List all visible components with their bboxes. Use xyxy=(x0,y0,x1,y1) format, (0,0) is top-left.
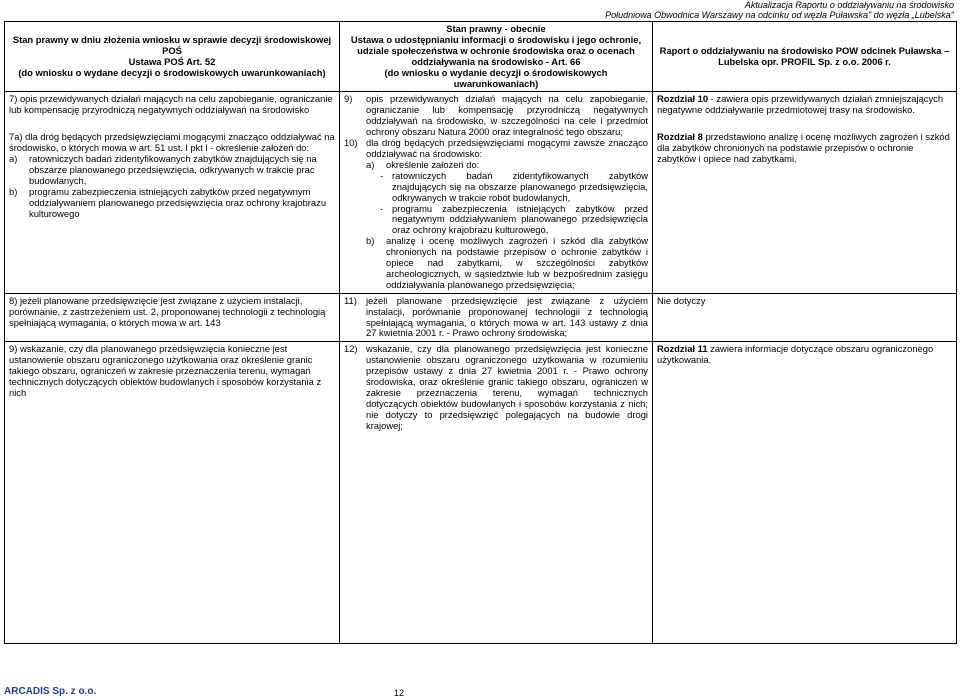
comparison-table xyxy=(4,21,957,644)
col2-header: Stan prawny - obecnie Ustawa o udostępnianiu informacji o środowisku i jego ochronie, udziale społeczeństwa w ochronie środowiska oraz o ocenach oddziaływania na środowisko - Art. 66 (do wniosku o wydanie decyzji o środowiskowych uwarunkowaniach) xyxy=(340,22,653,92)
table-row xyxy=(5,92,957,293)
footer-company: ARCADIS Sp. z o.o. xyxy=(4,686,97,697)
row7-col3: Rozdział 10 - zawiera opis przewidywanych działań zmniejszających negatywne oddziaływanie przedmiotowej trasy na środowisko. Rozdział 8 przedstawiono analizę i ocenę możliwych zagrożeń i szkód dla zabytków chronionych na podstawie przepisów o ochronie zabytków i opiece nad zabytkami. xyxy=(653,92,957,293)
page-number: 12 xyxy=(394,688,405,698)
row9-col3: Rozdział 11 zawiera informacje dotyczące obszaru ograniczonego użytkowania. xyxy=(653,342,957,644)
row8-col3: Nie dotyczy xyxy=(653,293,957,342)
col1-header: Stan prawny w dniu złożenia wniosku w sprawie decyzji środowiskowej POŚ Ustawa POŚ Art. 52 (do wniosku o wydane decyzji o środowiskowych uwarunkowaniach) xyxy=(5,22,340,92)
table-header-row xyxy=(5,22,957,92)
row7-col2: 9) opis przewidywanych działań mających na celu zapobieganie, ograniczanie lub kompensację przyrodniczą negatywnych oddziaływań na środowisko, w szczególności na cele i przedmiot ochrony obszaru Natura 2000 oraz integralność tego obszaru; 10) dla dróg będących przedsięwzięciami mogącymi zawsze znacząco oddziaływać na środowisko: a) określenie założeń do: - ratowniczych badań zidentyfikowanych zabytków znajdujących się na obszarze planowanego przedsięwzięcia, odkrywanych w trakcie robót budowlanych, - programu zabezpieczenia istniejących zabytków przed negatywnym oddziaływaniem planowanego przedsięwzięcia oraz ochrony krajobrazu kulturowego, b) analizę i ocenę możliwych zagrożeń i szkód dla zabytków chronionych na podstawie przepisów o ochronie zabytków i opiece nad zabytkami, w szczególności zabytków archeologicznych, w sąsiedztwie lub w bezpośrednim zasięgu oddziaływania planowanego przedsięwzięcia; xyxy=(340,92,653,293)
table-row xyxy=(5,293,957,342)
row7-col1: 7) opis przewidywanych działań mających na celu zapobieganie, ograniczanie lub kompensację przyrodniczą negatywnych oddziaływań na środowisko 7a) dla dróg będących przedsięwzięciami mogącymi znacząco oddziaływać na środowisko, o których mowa w art. 51 ust. l pkt l - określenie założeń do: a) ratowniczych badań zidentyfikowanych zabytków znajdujących się na obszarze planowanego przedsięwzięcia, odkrywanych w trakcie prac budowlanych, b) programu zabezpieczenia istniejących zabytków przed negatywnym oddziaływaniem planowanego przedsięwzięcia oraz ochrony krajobrazu kulturowego xyxy=(5,92,340,293)
row8-col2: 11) jeżeli planowane przedsięwzięcie jest związane z użyciem instalacji, porównanie proponowanej technologii z technologią spełniającą wymagania, o których mowa w art. 143 ustawy z dnia 27 kwietnia 2001 r. - Prawo ochrony środowiska; xyxy=(340,293,653,342)
col3-header: Raport o oddziaływaniu na środowisko POW odcinek Puławska – Lubelska opr. PROFIL Sp. z o.o. 2006 r. xyxy=(653,22,957,92)
table-row xyxy=(5,342,957,644)
header-line-2: Południowa Obwodnica Warszawy na odcinku od węzła Puławska" do węzła „Lubelska" xyxy=(605,10,954,20)
row9-col2: 12) wskazanie, czy dla planowanego przedsięwzięcia jest konieczne ustanowienie obszaru ograniczonego użytkowania w rozumieniu przepisów ustawy z dnia 27 kwietnia 2001 r. - Prawo ochrony środowiska, oraz określenie granic takiego obszaru, ograniczeń w zakresie przeznaczenia terenu, wymagań technicznych dotyczących obiektów budowlanych i sposobów korzystania z nich; nie dotyczy to przedsięwzięć polegających na budowie drogi krajowej; xyxy=(340,342,653,644)
row8-col1: 8) jeżeli planowane przedsięwzięcie jest związane z użyciem instalacji, porównanie, z zastrzeżeniem ust. 2, proponowanej technologii z technologią spełniającą wymagania, o których mowa w art. 143 xyxy=(5,293,340,342)
header-line-1: Aktualizacja Raportu o oddziaływaniu na środowisko xyxy=(744,0,954,10)
running-header xyxy=(605,0,954,20)
row9-col1: 9) wskazanie, czy dla planowanego przedsięwzięcia konieczne jest ustanowienie obszaru ograniczonego użytkowania oraz określenie granic takiego obszaru, ograniczeń w zakresie przeznaczenia terenu, wymagań technicznych dotyczących obiektów budowlanych i sposobów korzystania z nich xyxy=(5,342,340,644)
